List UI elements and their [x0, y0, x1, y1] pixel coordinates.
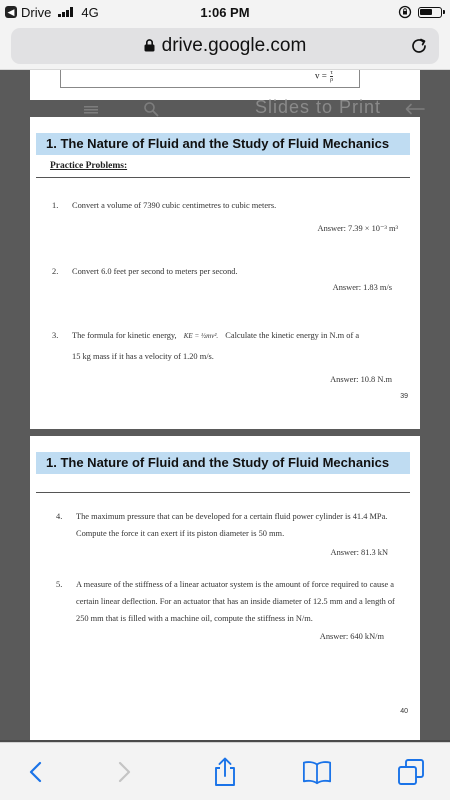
bookmarks-button[interactable]	[302, 757, 332, 787]
network-label: 4G	[81, 4, 99, 20]
lock-icon	[144, 39, 155, 52]
problem-answer: Answer: 81.3 kN	[330, 548, 388, 557]
problem-item: 3. The formula for kinetic energy, KE = ½mv². Calculate the kinetic energy in N.m of a	[52, 331, 360, 340]
search-icon[interactable]	[143, 101, 159, 117]
previous-slide-formula: v = $\frac{\tau}{\rho}$	[315, 70, 334, 83]
viewer-title: Slides to Print	[255, 97, 382, 117]
chevron-left-icon	[28, 761, 42, 783]
page-gap	[30, 429, 420, 436]
pdf-viewer[interactable]	[0, 70, 450, 742]
viewer-toolbar	[0, 97, 450, 117]
back-arrow-icon[interactable]: ◀	[5, 6, 17, 18]
browser-toolbar	[0, 24, 450, 70]
page-number: 40	[400, 708, 408, 715]
page-number: 39	[400, 393, 408, 400]
problem-answer: Answer: 10.8 N.m	[330, 375, 392, 384]
back-app-label[interactable]: Drive	[21, 4, 52, 20]
url-text[interactable]: drive.google.com	[161, 35, 307, 56]
problem-item: 4. The maximum pressure that can be developed for a certain fluid power cylinder is 41.4 MPa. Compute the force it can exert if its piston diameter is 50 mm.	[56, 512, 388, 538]
back-button[interactable]	[20, 757, 50, 787]
share-button[interactable]	[210, 757, 240, 787]
reload-icon[interactable]	[409, 36, 429, 56]
status-time: 1:06 PM	[200, 4, 250, 20]
problem-answer: Answer: 7.39 × 10⁻³ m³	[317, 224, 398, 233]
rotation-lock-icon	[398, 5, 412, 19]
share-arrow-icon[interactable]	[405, 103, 425, 115]
status-left[interactable]	[0, 5, 160, 20]
tabs-button[interactable]	[396, 757, 426, 787]
menu-icon[interactable]	[84, 106, 98, 114]
signal-bars-icon	[58, 7, 73, 17]
slide-heading: 1. The Nature of Fluid and the Study of Fluid Mechanics	[36, 452, 410, 474]
previous-slide-fragment	[30, 70, 420, 100]
browser-bottom-bar	[0, 742, 450, 800]
problem-answer: Answer: 1.83 m/s	[332, 283, 392, 292]
slide-page-39: 1. The Nature of Fluid and the Study of Fluid Mechanics Practice Problems: 1. Convert a volume of 7390 cubic centimetres to cubic meters. Answer: 7.39 × 10⁻³ m³ 2. Convert 6.0 feet per second to meters per second. Answer: 1.83 m/s 3. The formula for kinetic energy, KE = ½mv². Calculate the kinetic energy in N.m of a 15 kg mass if it has a velocity of 1.20 m/s. Answer: 10.8 N.m 39	[30, 117, 420, 429]
share-icon	[212, 757, 238, 787]
practice-problems-heading: Practice Problems:	[50, 161, 128, 171]
slide-heading: 1. The Nature of Fluid and the Study of Fluid Mechanics	[36, 133, 410, 155]
problem-item: 5. A measure of the stiffness of a linear actuator system is the amount of force required to cause a certain linear deflection. For an actuator that has an inside diameter of 12.5 mm and a length of 250 mm that is filled with a machine oil, compute the stiffness in N/m.	[56, 580, 395, 623]
status-bar	[0, 0, 450, 24]
battery-icon	[418, 7, 442, 18]
status-right	[398, 5, 442, 19]
problem-answer: Answer: 640 kN/m	[319, 632, 384, 641]
heading-rule	[36, 177, 410, 178]
kinetic-energy-formula: KE = ½mv².	[183, 332, 219, 340]
slide-page-40	[30, 436, 420, 740]
tabs-icon	[397, 758, 425, 786]
problem-item-continued: 15 kg mass if it has a velocity of 1.20 m/s.	[72, 352, 214, 361]
forward-button[interactable]	[110, 757, 140, 787]
heading-rule	[36, 492, 410, 493]
chevron-right-icon	[118, 761, 132, 783]
address-bar[interactable]	[11, 28, 439, 64]
book-icon	[302, 759, 332, 785]
